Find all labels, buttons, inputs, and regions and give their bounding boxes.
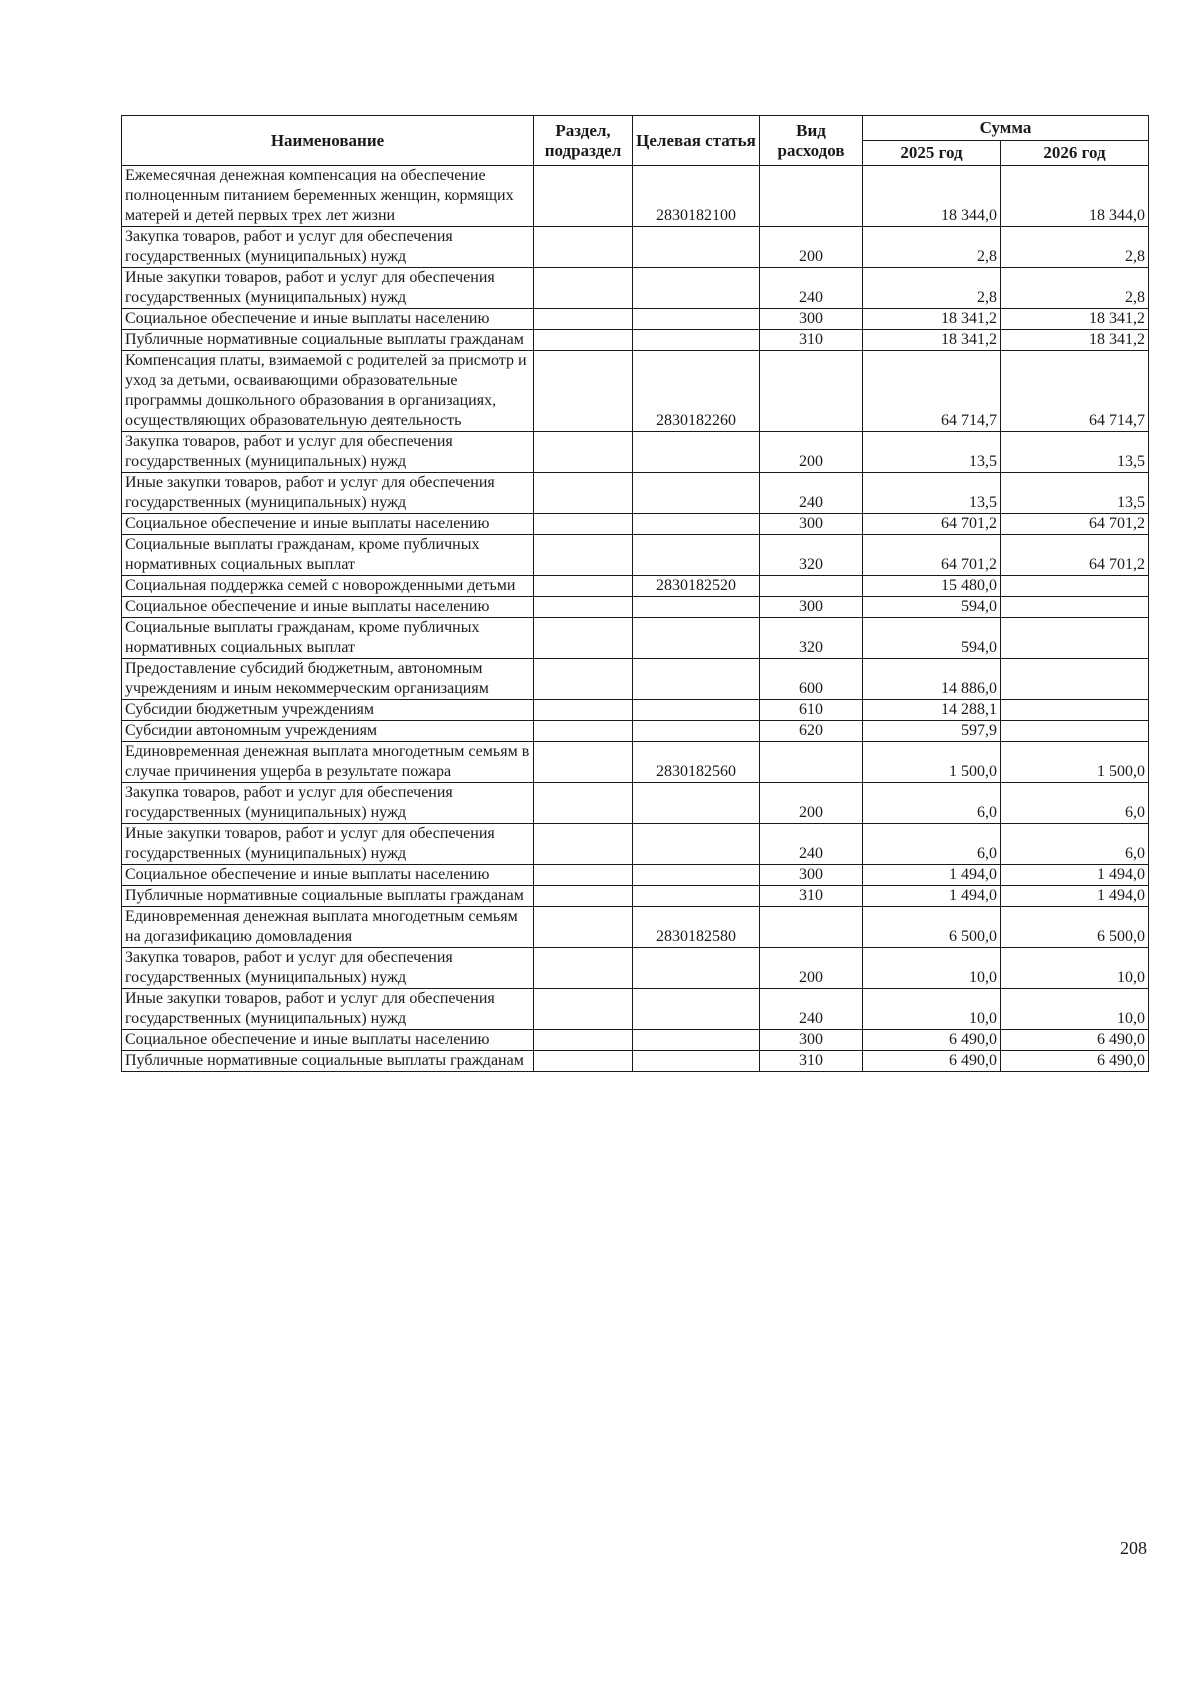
row-amount-2026: 64 701,2	[1001, 535, 1149, 576]
row-name: Компенсация платы, взимаемой с родителей за присмотр и уход за детьми, осваивающими образовательные программы дошкольного образования в организациях, осуществляющих образовательную деятельность	[122, 351, 534, 432]
row-name: Предоставление субсидий бюджетным, автономным учреждениям и иным некоммерческим организациям	[122, 659, 534, 700]
table-row	[122, 824, 1149, 865]
table-row	[122, 948, 1149, 989]
row-name: Закупка товаров, работ и услуг для обеспечения государственных (муниципальных) нужд	[122, 227, 534, 268]
table-row	[122, 309, 1149, 330]
row-expense-type: 320	[760, 618, 863, 659]
row-target: 2830182260	[633, 351, 760, 432]
row-amount-2026: 1 494,0	[1001, 886, 1149, 907]
row-expense-type	[760, 742, 863, 783]
row-target: 2830182520	[633, 576, 760, 597]
header-sum: Сумма	[863, 116, 1149, 141]
row-target	[633, 886, 760, 907]
row-section	[534, 1051, 633, 1072]
row-amount-2025: 18 341,2	[863, 309, 1001, 330]
table-row	[122, 700, 1149, 721]
table-row	[122, 659, 1149, 700]
row-amount-2025: 10,0	[863, 948, 1001, 989]
row-section	[534, 659, 633, 700]
row-expense-type: 240	[760, 824, 863, 865]
row-target	[633, 721, 760, 742]
row-target	[633, 514, 760, 535]
row-amount-2026: 6 490,0	[1001, 1051, 1149, 1072]
table-row	[122, 351, 1149, 432]
row-target	[633, 824, 760, 865]
row-expense-type: 310	[760, 886, 863, 907]
row-name: Социальное обеспечение и иные выплаты населению	[122, 514, 534, 535]
row-amount-2026: 2,8	[1001, 268, 1149, 309]
row-amount-2026: 2,8	[1001, 227, 1149, 268]
row-amount-2026: 6 500,0	[1001, 907, 1149, 948]
table-row	[122, 783, 1149, 824]
row-amount-2026: 18 344,0	[1001, 166, 1149, 227]
row-expense-type: 620	[760, 721, 863, 742]
row-expense-type: 600	[760, 659, 863, 700]
row-section	[534, 721, 633, 742]
table-row	[122, 1030, 1149, 1051]
row-amount-2026: 6 490,0	[1001, 1030, 1149, 1051]
table-row	[122, 268, 1149, 309]
row-section	[534, 330, 633, 351]
row-amount-2025: 64 714,7	[863, 351, 1001, 432]
row-expense-type: 610	[760, 700, 863, 721]
row-amount-2025: 64 701,2	[863, 535, 1001, 576]
row-target	[633, 597, 760, 618]
row-target	[633, 330, 760, 351]
row-section	[534, 227, 633, 268]
row-amount-2026: 6,0	[1001, 824, 1149, 865]
row-amount-2025: 6 490,0	[863, 1051, 1001, 1072]
row-expense-type: 300	[760, 514, 863, 535]
row-target	[633, 865, 760, 886]
row-section	[534, 351, 633, 432]
row-amount-2026: 18 341,2	[1001, 309, 1149, 330]
row-section	[534, 948, 633, 989]
table-row	[122, 432, 1149, 473]
row-target	[633, 659, 760, 700]
row-amount-2025: 2,8	[863, 268, 1001, 309]
row-name: Иные закупки товаров, работ и услуг для обеспечения государственных (муниципальных) нужд	[122, 268, 534, 309]
row-name: Социальные выплаты гражданам, кроме публичных нормативных социальных выплат	[122, 618, 534, 659]
row-amount-2026	[1001, 721, 1149, 742]
row-section	[534, 597, 633, 618]
table-row	[122, 473, 1149, 514]
row-section	[534, 576, 633, 597]
header-year-2025: 2025 год	[863, 141, 1001, 166]
row-name: Субсидии автономным учреждениям	[122, 721, 534, 742]
row-section	[534, 907, 633, 948]
row-section	[534, 865, 633, 886]
row-expense-type: 240	[760, 473, 863, 514]
row-amount-2025: 14 288,1	[863, 700, 1001, 721]
row-amount-2025: 10,0	[863, 989, 1001, 1030]
row-target	[633, 1051, 760, 1072]
row-name: Публичные нормативные социальные выплаты гражданам	[122, 886, 534, 907]
row-target	[633, 783, 760, 824]
row-amount-2026: 64 714,7	[1001, 351, 1149, 432]
row-expense-type: 300	[760, 1030, 863, 1051]
table-row	[122, 907, 1149, 948]
table-row	[122, 597, 1149, 618]
row-amount-2026: 13,5	[1001, 432, 1149, 473]
table-row	[122, 618, 1149, 659]
row-amount-2026: 64 701,2	[1001, 514, 1149, 535]
row-section	[534, 783, 633, 824]
row-target	[633, 309, 760, 330]
row-name: Социальное обеспечение и иные выплаты населению	[122, 865, 534, 886]
row-target	[633, 473, 760, 514]
row-amount-2025: 64 701,2	[863, 514, 1001, 535]
row-amount-2025: 13,5	[863, 473, 1001, 514]
row-name: Социальные выплаты гражданам, кроме публичных нормативных социальных выплат	[122, 535, 534, 576]
header-name: Наименование	[122, 116, 534, 166]
table-row	[122, 721, 1149, 742]
row-section	[534, 1030, 633, 1051]
row-section	[534, 886, 633, 907]
row-expense-type: 200	[760, 227, 863, 268]
row-amount-2026: 18 341,2	[1001, 330, 1149, 351]
row-target	[633, 268, 760, 309]
row-name: Закупка товаров, работ и услуг для обеспечения государственных (муниципальных) нужд	[122, 783, 534, 824]
row-section	[534, 432, 633, 473]
row-expense-type	[760, 351, 863, 432]
row-name: Социальное обеспечение и иные выплаты населению	[122, 1030, 534, 1051]
row-name: Закупка товаров, работ и услуг для обеспечения государственных (муниципальных) нужд	[122, 432, 534, 473]
row-amount-2026	[1001, 618, 1149, 659]
row-expense-type	[760, 907, 863, 948]
row-section	[534, 618, 633, 659]
row-section	[534, 824, 633, 865]
row-expense-type: 320	[760, 535, 863, 576]
row-name: Социальное обеспечение и иные выплаты населению	[122, 309, 534, 330]
row-name: Единовременная денежная выплата многодетным семьям в случае причинения ущерба в результате пожара	[122, 742, 534, 783]
row-amount-2026	[1001, 597, 1149, 618]
table-row	[122, 166, 1149, 227]
row-expense-type: 310	[760, 1051, 863, 1072]
table-row	[122, 514, 1149, 535]
row-name: Субсидии бюджетным учреждениям	[122, 700, 534, 721]
row-name: Ежемесячная денежная компенсация на обеспечение полноценным питанием беременных женщин, кормящих матерей и детей первых трех лет жизни	[122, 166, 534, 227]
row-amount-2025: 597,9	[863, 721, 1001, 742]
row-amount-2025: 6 490,0	[863, 1030, 1001, 1051]
page-number: 208	[1120, 1538, 1147, 1558]
table-row	[122, 1051, 1149, 1072]
row-expense-type: 310	[760, 330, 863, 351]
row-amount-2026: 10,0	[1001, 989, 1149, 1030]
table-row	[122, 865, 1149, 886]
row-expense-type: 240	[760, 268, 863, 309]
row-amount-2026	[1001, 576, 1149, 597]
row-amount-2025: 15 480,0	[863, 576, 1001, 597]
row-target	[633, 432, 760, 473]
row-name: Публичные нормативные социальные выплаты гражданам	[122, 330, 534, 351]
row-amount-2026: 13,5	[1001, 473, 1149, 514]
row-amount-2025: 1 500,0	[863, 742, 1001, 783]
row-name: Единовременная денежная выплата многодетным семьям на догазификацию домовладения	[122, 907, 534, 948]
row-name: Публичные нормативные социальные выплаты гражданам	[122, 1051, 534, 1072]
row-amount-2025: 2,8	[863, 227, 1001, 268]
row-section	[534, 989, 633, 1030]
row-target	[633, 989, 760, 1030]
budget-table	[121, 115, 1149, 1072]
row-section	[534, 700, 633, 721]
row-target: 2830182100	[633, 166, 760, 227]
row-name: Иные закупки товаров, работ и услуг для обеспечения государственных (муниципальных) нужд	[122, 989, 534, 1030]
row-section	[534, 268, 633, 309]
row-name: Закупка товаров, работ и услуг для обеспечения государственных (муниципальных) нужд	[122, 948, 534, 989]
table-row	[122, 886, 1149, 907]
row-section	[534, 514, 633, 535]
row-expense-type: 300	[760, 309, 863, 330]
table-row	[122, 535, 1149, 576]
row-expense-type: 200	[760, 783, 863, 824]
row-amount-2025: 1 494,0	[863, 886, 1001, 907]
row-section	[534, 309, 633, 330]
table-row	[122, 227, 1149, 268]
row-amount-2026	[1001, 659, 1149, 700]
row-expense-type	[760, 166, 863, 227]
header-section: Раздел, подраздел	[534, 116, 633, 166]
row-name: Иные закупки товаров, работ и услуг для обеспечения государственных (муниципальных) нужд	[122, 824, 534, 865]
row-expense-type: 240	[760, 989, 863, 1030]
header-target: Целевая статья	[633, 116, 760, 166]
row-target: 2830182560	[633, 742, 760, 783]
row-amount-2025: 18 344,0	[863, 166, 1001, 227]
table-row	[122, 742, 1149, 783]
row-target	[633, 618, 760, 659]
row-section	[534, 535, 633, 576]
row-section	[534, 473, 633, 514]
row-expense-type: 200	[760, 432, 863, 473]
row-target: 2830182580	[633, 907, 760, 948]
row-target	[633, 948, 760, 989]
row-expense-type: 300	[760, 865, 863, 886]
row-target	[633, 700, 760, 721]
table-row	[122, 989, 1149, 1030]
row-amount-2025: 6,0	[863, 824, 1001, 865]
row-amount-2025: 1 494,0	[863, 865, 1001, 886]
row-amount-2025: 6,0	[863, 783, 1001, 824]
row-expense-type	[760, 576, 863, 597]
row-amount-2025: 594,0	[863, 597, 1001, 618]
table-row	[122, 330, 1149, 351]
row-amount-2025: 18 341,2	[863, 330, 1001, 351]
row-amount-2026: 10,0	[1001, 948, 1149, 989]
row-target	[633, 227, 760, 268]
row-amount-2026: 6,0	[1001, 783, 1149, 824]
row-amount-2025: 14 886,0	[863, 659, 1001, 700]
row-expense-type: 300	[760, 597, 863, 618]
row-name: Социальное обеспечение и иные выплаты населению	[122, 597, 534, 618]
row-name: Иные закупки товаров, работ и услуг для обеспечения государственных (муниципальных) нужд	[122, 473, 534, 514]
row-amount-2025: 6 500,0	[863, 907, 1001, 948]
row-name: Социальная поддержка семей с новорожденными детьми	[122, 576, 534, 597]
row-target	[633, 535, 760, 576]
table-row	[122, 576, 1149, 597]
row-amount-2026	[1001, 700, 1149, 721]
row-section	[534, 742, 633, 783]
row-target	[633, 1030, 760, 1051]
header-year-2026: 2026 год	[1001, 141, 1149, 166]
row-amount-2026: 1 494,0	[1001, 865, 1149, 886]
row-section	[534, 166, 633, 227]
row-expense-type: 200	[760, 948, 863, 989]
header-expense-type: Вид расходов	[760, 116, 863, 166]
row-amount-2026: 1 500,0	[1001, 742, 1149, 783]
row-amount-2025: 13,5	[863, 432, 1001, 473]
row-amount-2025: 594,0	[863, 618, 1001, 659]
